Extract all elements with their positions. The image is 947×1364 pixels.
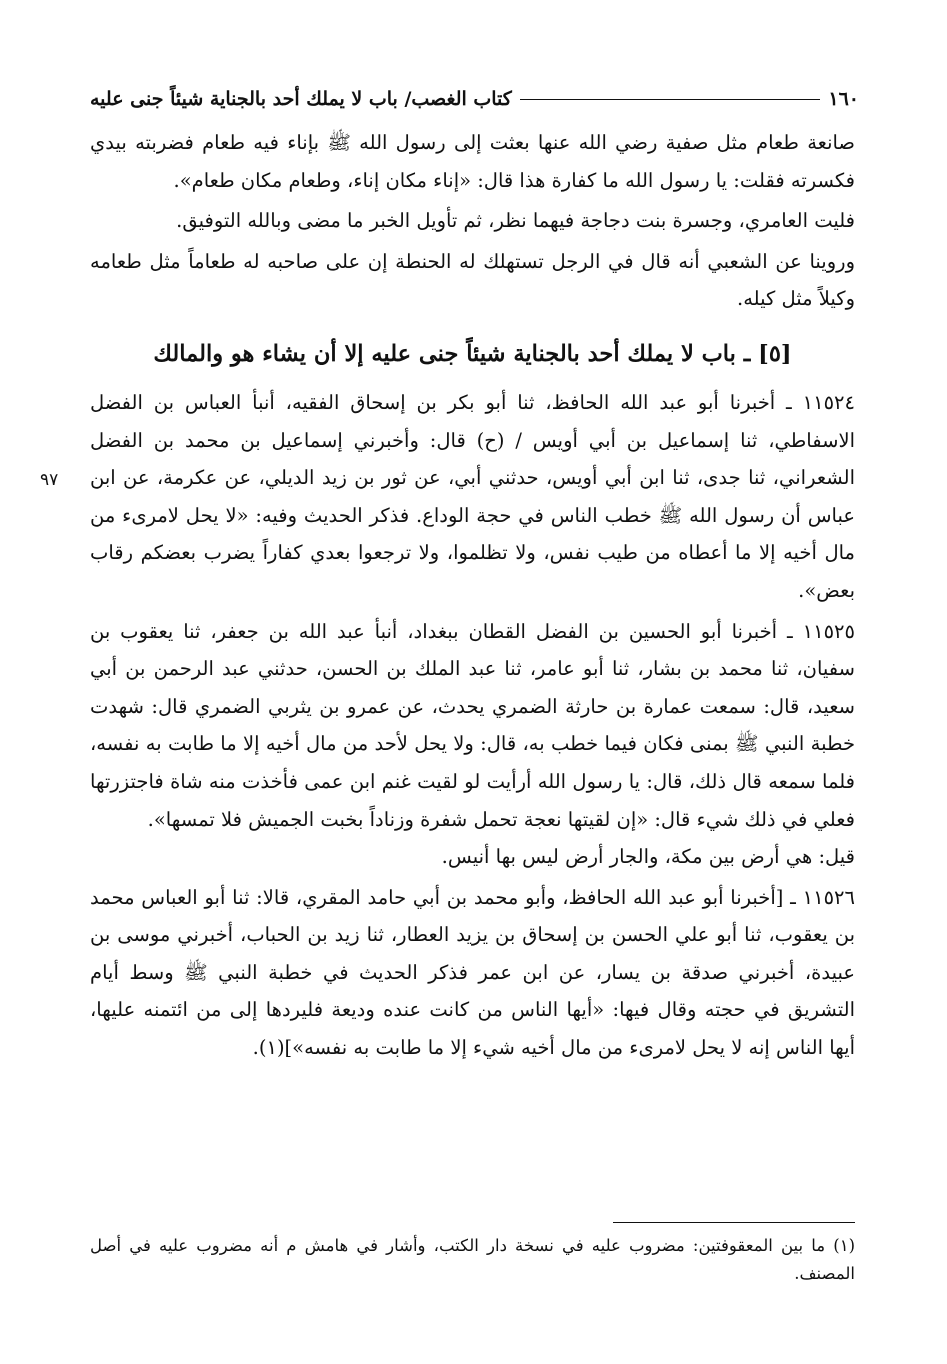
- header-rule: [520, 99, 821, 100]
- paragraph: صانعة طعام مثل صفية رضي الله عنها بعثت إلى رسول الله ﷺ بإناء فيه طعام فضربته بيدي فكسرته فقلت: يا رسول الله ما كفارة هذا قال: «إناء مكان إناء، وطعام مكان طعام».: [90, 131, 855, 192]
- hadith-paragraph: ١١٥٢٥ ـ أخبرنا أبو الحسين بن الفضل القطان ببغداد، أنبأ عبد الله بن جعفر، ثنا يعقوب بن سفيان، ثنا محمد بن بشار، ثنا أبو عامر، ثنا عبد الملك بن الحسن، حدثني عبد الرحمن بن أبي سعيد، قال: سمعت عمارة بن حارثة الضمري يحدث، عن عمرو بن يثربي الضمري قال: شهدت خطبة النبي ﷺ بمنى فكان فيما خطب به، قال: ولا يحل لأحد من مال أخيه إلا ما طابت به نفسه، فلما سمعه قال ذلك، قال: يا رسول الله أرأيت لو لقيت غنم ابن عمى فأخذت منه شاة فاجتزرتها فعلي في ذلك شيء قال: «إن لقيتها نعجة تحمل شفرة وزناداً بخبت الجميش فلا تمسها».: [90, 619, 855, 831]
- page-number: ١٦٠: [828, 88, 859, 110]
- main-text: [90, 124, 855, 1067]
- paragraph: قيل: هي أرض بين مكة، والجار أرض ليس بها أنيس.: [441, 845, 855, 869]
- hadith-paragraph: ١١٥٢٤ ـ أخبرنا أبو عبد الله الحافظ، ثنا أبو بكر بن إسحاق الفقيه، أنبأ العباس بن الفضل الاسفاطي، ثنا إسماعيل بن أبي أويس / (ح) قال: وأخبرني إسماعيل بن محمد بن الفضل الشعراني، ثنا جدى، ثنا ابن أبي أويس، حدثني أبي، عن ثور بن زيد الديلي، عن عكرمة، عن ابن عباس أن رسول الله ﷺ خطب الناس في حجة الوداع. فذكر الحديث وفيه: «لا يحل لامرىء من مال أخيه إلا ما أعطاه من طيب نفس، ولا تظلموا، ولا ترجعوا بعدي كفاراً يضرب بعضكم رقاب بعض».: [90, 390, 855, 602]
- paragraph: وروينا عن الشعبي أنه قال في الرجل تستهلك له الحنطة إن على صاحبه له طعاماً مثل طعامه وكيلاً مثل كيله.: [90, 249, 855, 311]
- running-title: كتاب الغصب/ باب لا يملك أحد بالجناية شيئاً جنى عليه: [90, 88, 512, 110]
- paragraph: فليت العامري، وجسرة بنت دجاجة فيهما نظر، ثم تأويل الخبر ما مضى وبالله التوفيق.: [176, 209, 855, 233]
- page-header: [90, 70, 859, 110]
- hadith-paragraph: ١١٥٢٦ ـ [أخبرنا أبو عبد الله الحافظ، وأبو محمد بن أبي حامد المقري، قالا: ثنا أبو العباس محمد بن يعقوب، ثنا أبو علي الحسن بن إسحاق بن يزيد العطار، ثنا زيد بن الحباب، أخبرني موسى بن عبيدة، أخبرني صدقة بن يسار، عن ابن عمر فذكر الحديث في خطبة النبي ﷺ وسط أيام التشريق في حجته وقال فيها: «أيها الناس من كانت عنده وديعة فليردها إلى من ائتمنه عليها، أيها الناس إنه لا يحل لامرىء من مال أخيه شيء إلا ما طابت به نفسه»](١).: [90, 885, 855, 1060]
- section-title: [٥] ـ باب لا يملك أحد بالجناية شيئاً جنى عليه إلا أن يشاء هو والمالك: [153, 340, 792, 367]
- margin-page-marker: ٩٧: [40, 470, 59, 490]
- footnote-rule: [613, 1222, 855, 1223]
- footnote: (١) ما بين المعقوفتين: مضروب عليه في نسخة دار الكتب، وأشار في هامش م أنه مضروب عليه في أصل المصنف.: [90, 1236, 855, 1283]
